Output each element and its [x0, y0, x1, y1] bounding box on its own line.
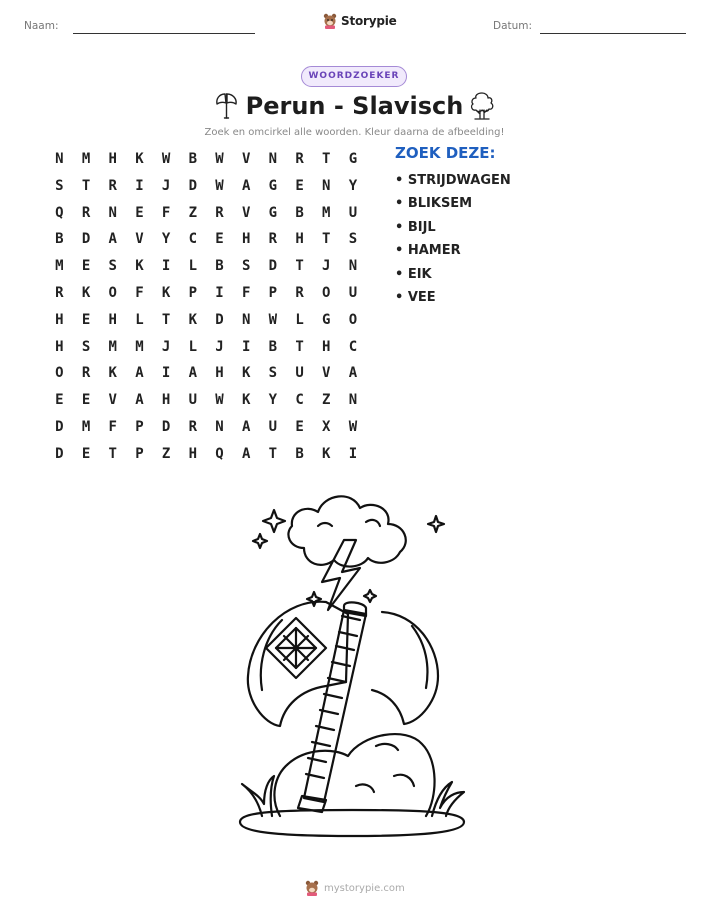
grid-cell[interactable]: P [268, 284, 278, 301]
grid-cell[interactable]: L [188, 258, 197, 275]
grid-cell[interactable]: V [241, 204, 251, 221]
grid-cell[interactable]: U [188, 392, 197, 409]
grid-cell[interactable]: B [295, 204, 304, 221]
grid-cell[interactable]: R [295, 151, 304, 167]
grid-cell[interactable]: D [81, 231, 91, 248]
grid-cell[interactable]: H [161, 392, 171, 409]
grid-cell[interactable]: K [108, 365, 117, 382]
grid-cell[interactable]: K [322, 445, 331, 462]
grid-cell[interactable]: G [348, 151, 358, 167]
bear-logo-icon [323, 13, 337, 29]
grid-cell[interactable]: J [215, 338, 224, 355]
grid-cell[interactable]: L [295, 311, 304, 328]
grid-cell[interactable]: H [55, 338, 64, 355]
grid-cell[interactable]: V [108, 392, 117, 409]
date-field-line[interactable] [540, 33, 686, 34]
grid-cell[interactable]: T [322, 231, 331, 248]
grid-cell[interactable]: U [268, 418, 278, 435]
grid-cell[interactable]: S [241, 258, 251, 275]
grid-row [46, 387, 366, 414]
grid-cell[interactable]: H [108, 151, 117, 167]
word-list [395, 171, 511, 311]
grid-row [46, 360, 366, 387]
grid-cell[interactable]: C [188, 231, 197, 248]
grid-cell[interactable]: T [108, 445, 117, 462]
word-list-item: • VEE [395, 289, 436, 305]
word-list-item: • HAMER [395, 243, 461, 259]
name-field-line[interactable] [73, 33, 255, 34]
grid-cell[interactable]: N [241, 311, 251, 328]
grid-cell[interactable]: T [161, 311, 171, 328]
grid-cell[interactable]: M [135, 338, 144, 355]
grid-row [46, 200, 366, 227]
instructions: Zoek en omcirkel alle woorden. Kleur daarna de afbeelding! [204, 127, 505, 138]
grid-cell[interactable]: A [241, 418, 251, 435]
grid-cell[interactable]: S [348, 231, 358, 248]
grid-cell[interactable]: R [188, 418, 197, 435]
grid-cell[interactable]: K [135, 151, 144, 167]
grid-cell[interactable]: N [322, 177, 331, 194]
grid-cell[interactable]: H [108, 311, 117, 328]
coloring-page-axe-stone-lightning-icon [226, 486, 478, 846]
grid-row [46, 146, 366, 173]
grid-cell[interactable]: C [295, 392, 304, 409]
grid-cell[interactable]: I [348, 445, 358, 462]
grid-cell[interactable]: G [322, 311, 331, 328]
grid-cell[interactable]: L [135, 311, 144, 328]
date-label: Datum: [493, 20, 533, 32]
grid-cell[interactable]: T [322, 151, 331, 167]
grid-cell[interactable]: P [135, 445, 144, 462]
grid-cell[interactable]: A [135, 365, 144, 382]
grid-cell[interactable]: U [348, 284, 358, 301]
grid-cell[interactable]: Q [55, 204, 64, 221]
grid-cell[interactable]: H [241, 231, 251, 248]
grid-cell[interactable]: K [161, 284, 171, 301]
grid-cell[interactable]: W [348, 418, 358, 435]
word-search-grid [46, 146, 366, 468]
grid-cell[interactable]: Q [215, 445, 224, 462]
grid-row [46, 307, 366, 334]
grid-cell[interactable]: D [215, 311, 224, 328]
grid-cell[interactable]: T [295, 258, 304, 275]
grid-cell[interactable]: E [81, 445, 91, 462]
grid-cell[interactable]: N [108, 204, 117, 221]
grid-cell[interactable]: S [81, 338, 91, 355]
grid-cell[interactable]: N [215, 418, 224, 435]
grid-cell[interactable]: E [295, 418, 304, 435]
word-list-item: • BIJL [395, 219, 436, 235]
grid-cell[interactable]: U [295, 365, 304, 382]
grid-cell[interactable]: H [188, 445, 197, 462]
grid-cell[interactable]: F [135, 284, 144, 301]
grid-cell[interactable]: P [135, 418, 144, 435]
grid-cell[interactable]: M [322, 204, 331, 221]
grid-cell[interactable]: T [268, 445, 278, 462]
page-title: Perun - Slavisch [245, 92, 464, 120]
grid-cell[interactable]: M [108, 338, 117, 355]
grid-row [46, 441, 366, 468]
grid-cell[interactable]: K [241, 365, 251, 382]
grid-cell[interactable]: W [268, 311, 278, 328]
grid-cell[interactable]: A [108, 231, 117, 248]
grid-cell[interactable]: G [268, 204, 278, 221]
grid-cell[interactable]: R [295, 284, 304, 301]
grid-cell[interactable]: B [215, 258, 224, 275]
grid-cell[interactable]: D [55, 418, 64, 435]
grid-cell[interactable]: W [215, 151, 224, 167]
grid-row [46, 253, 366, 280]
grid-cell[interactable]: N [55, 151, 64, 167]
grid-cell[interactable]: F [241, 284, 251, 301]
grid-cell[interactable]: H [215, 365, 224, 382]
grid-cell[interactable]: Y [348, 177, 358, 194]
grid-cell[interactable]: Z [322, 392, 331, 409]
grid-cell[interactable]: A [188, 365, 197, 382]
grid-cell[interactable]: H [295, 231, 304, 248]
grid-cell[interactable]: E [215, 231, 224, 248]
grid-cell[interactable]: A [348, 365, 358, 382]
grid-cell[interactable]: Z [161, 445, 171, 462]
grid-cell[interactable]: D [188, 177, 197, 194]
grid-cell[interactable]: Z [188, 204, 197, 221]
grid-cell[interactable]: S [108, 258, 117, 275]
grid-cell[interactable]: V [322, 365, 331, 382]
grid-cell[interactable]: B [295, 445, 304, 462]
grid-cell[interactable]: E [81, 311, 91, 328]
grid-cell[interactable]: R [55, 284, 64, 301]
grid-cell[interactable]: S [55, 177, 64, 194]
grid-cell[interactable]: S [268, 365, 278, 382]
grid-cell[interactable]: R [268, 231, 278, 248]
grid-cell[interactable]: R [108, 177, 117, 194]
grid-cell[interactable]: E [135, 204, 144, 221]
grid-cell[interactable]: R [215, 204, 224, 221]
grid-cell[interactable]: W [215, 177, 224, 194]
grid-cell[interactable]: E [81, 258, 91, 275]
grid-cell[interactable]: B [188, 151, 197, 167]
grid-cell[interactable]: B [55, 231, 64, 248]
grid-cell[interactable]: B [268, 338, 278, 355]
footer [305, 880, 405, 896]
grid-cell[interactable]: K [241, 392, 251, 409]
grid-cell[interactable]: W [161, 151, 171, 167]
grid-cell[interactable]: D [161, 418, 171, 435]
grid-cell[interactable]: J [161, 338, 171, 355]
grid-cell[interactable]: X [322, 418, 331, 435]
grid-row [46, 414, 366, 441]
grid-cell[interactable]: R [81, 365, 91, 382]
grid-cell[interactable]: A [135, 392, 144, 409]
brand-name: Storypie [341, 14, 397, 28]
grid-cell[interactable]: V [135, 231, 144, 248]
grid-cell[interactable]: I [241, 338, 251, 355]
grid-cell[interactable]: O [55, 365, 64, 382]
grid-row [46, 280, 366, 307]
word-list-title: ZOEK DEZE: [395, 144, 496, 162]
grid-cell[interactable]: W [215, 392, 224, 409]
grid-cell[interactable]: C [348, 338, 358, 355]
grid-cell[interactable]: M [81, 418, 91, 435]
grid-cell[interactable]: F [161, 204, 171, 221]
grid-cell[interactable]: T [81, 177, 91, 194]
footer-url[interactable]: mystorypie.com [324, 882, 405, 894]
grid-cell[interactable]: E [295, 177, 304, 194]
grid-cell[interactable]: J [161, 177, 171, 194]
grid-cell[interactable]: A [241, 177, 251, 194]
grid-cell[interactable]: E [81, 392, 91, 409]
word-list-item: • EIK [395, 266, 432, 282]
oak-tree-icon [466, 90, 498, 122]
grid-cell[interactable]: I [161, 365, 171, 382]
grid-cell[interactable]: Y [268, 392, 278, 409]
grid-cell[interactable]: M [81, 151, 91, 167]
grid-cell[interactable]: I [135, 177, 144, 194]
grid-cell[interactable]: N [348, 392, 358, 409]
grid-cell[interactable]: D [55, 445, 64, 462]
grid-cell[interactable]: N [268, 151, 278, 167]
grid-cell[interactable]: H [55, 311, 64, 328]
grid-row [46, 334, 366, 361]
grid-cell[interactable]: A [241, 445, 251, 462]
grid-cell[interactable]: H [322, 338, 331, 355]
word-list-item: • BLIKSEM [395, 196, 473, 212]
grid-cell[interactable]: E [55, 392, 64, 409]
grid-cell[interactable]: M [55, 258, 64, 275]
word-list-item: • STRIJDWAGEN [395, 173, 511, 188]
grid-cell[interactable]: P [188, 284, 197, 301]
bear-logo-icon [305, 880, 319, 896]
grid-cell[interactable]: L [188, 338, 197, 355]
grid-row [46, 173, 366, 200]
grid-cell[interactable]: F [108, 418, 117, 435]
grid-cell[interactable]: K [81, 284, 91, 301]
grid-cell[interactable]: T [295, 338, 304, 355]
brand-logo [323, 13, 397, 29]
grid-cell[interactable]: I [215, 284, 224, 301]
grid-cell[interactable]: Y [161, 231, 171, 248]
worksheet-type-badge: WOORDZOEKER [301, 66, 407, 87]
grid-cell[interactable]: D [268, 258, 278, 275]
grid-cell[interactable]: U [348, 204, 358, 221]
grid-cell[interactable]: V [241, 151, 251, 167]
grid-cell[interactable]: G [268, 177, 278, 194]
grid-cell[interactable]: O [322, 284, 331, 301]
grid-cell[interactable]: J [322, 258, 331, 275]
grid-cell[interactable]: I [161, 258, 171, 275]
grid-cell[interactable]: N [348, 258, 358, 275]
grid-row [46, 226, 366, 253]
grid-cell[interactable]: O [348, 311, 358, 328]
grid-cell[interactable]: R [81, 204, 91, 221]
grid-cell[interactable]: K [135, 258, 144, 275]
name-label: Naam: [24, 20, 59, 32]
grid-cell[interactable]: O [108, 284, 117, 301]
grid-cell[interactable]: K [188, 311, 197, 328]
